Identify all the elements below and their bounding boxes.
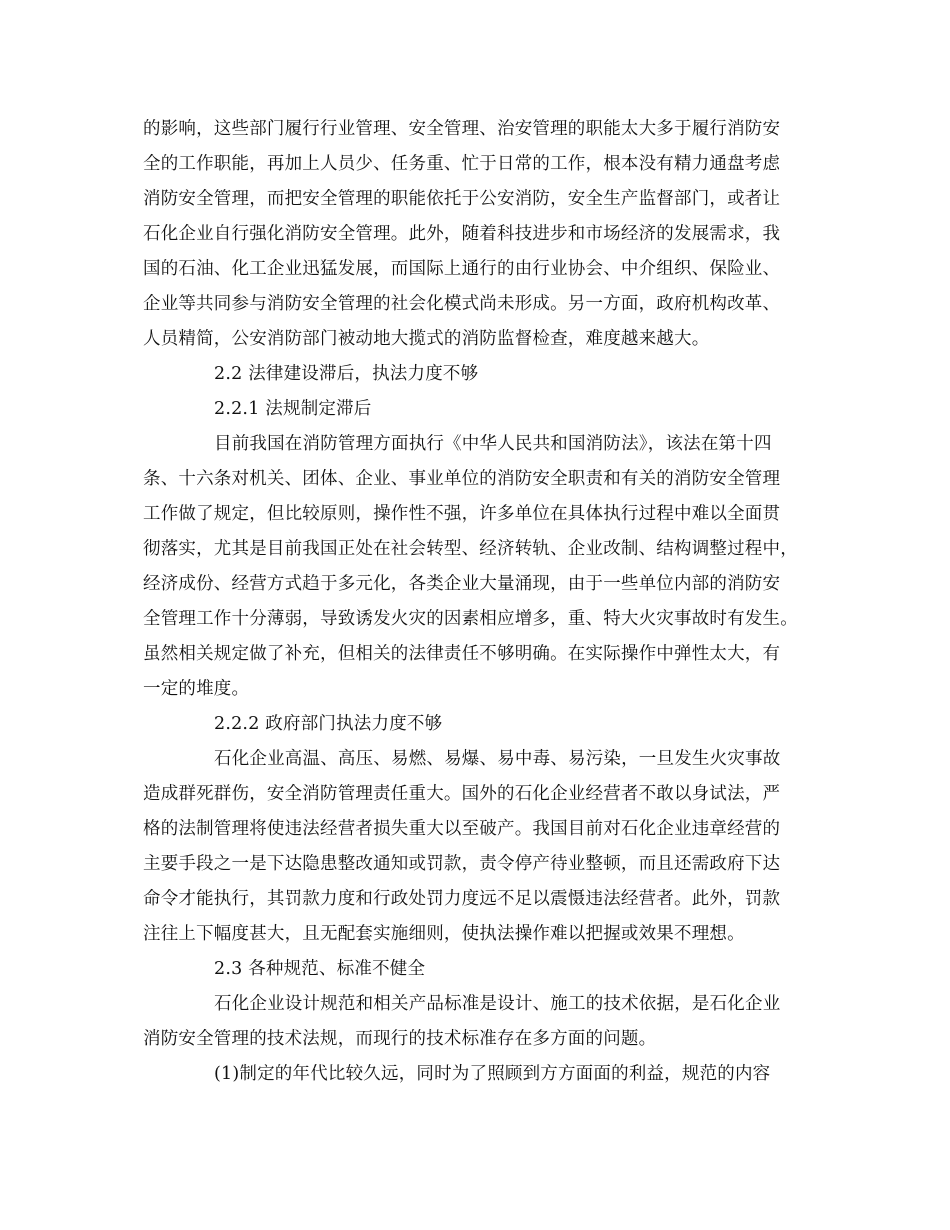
paragraph-line: 条、十六条对机关、团体、企业、事业单位的消防安全职责和有关的消防安全管理 bbox=[143, 469, 781, 489]
paragraph-line: 一定的堆度。 bbox=[143, 679, 250, 699]
paragraph-line: 的影响，这些部门履行行业管理、安全管理、治安管理的职能太大多于履行消防安 bbox=[143, 119, 781, 139]
paragraph-line: 人员精简，公安消防部门被动地大揽式的消防监督检查，难度越来越大。 bbox=[143, 329, 710, 349]
paragraph-line: 目前我国在消防管理方面执行《中华人民共和国消防法》，该法在第十四 bbox=[214, 434, 772, 454]
paragraph-line: 石化企业高温、高压、易燃、易爆、易中毒、易污染，一旦发生火灾事故 bbox=[214, 749, 781, 769]
paragraph-line: 石化企业设计规范和相关产品标准是设计、施工的技术依据，是石化企业 bbox=[214, 994, 781, 1014]
subsection-heading: 2.2.2 政府部门执法力度不够 bbox=[214, 714, 443, 734]
section-heading: 2.3 各种规范、标准不健全 bbox=[214, 959, 426, 979]
paragraph-line: 命令才能执行，其罚款力度和行政处罚力度远不足以震慑违法经营者。此外，罚款 bbox=[143, 889, 781, 909]
paragraph-line: 企业等共同参与消防安全管理的社会化模式尚未形成。另一方面，政府机构改革、 bbox=[143, 294, 781, 314]
paragraph-line: 国的石油、化工企业迅猛发展，而国际上通行的由行业协会、中介组织、保险业、 bbox=[143, 259, 781, 279]
paragraph-line: 注往上下幅度甚大，且无配套实施细则，使执法操作难以把握或效果不理想。 bbox=[143, 924, 745, 944]
paragraph-line: 全管理工作十分薄弱，导致诱发火灾的因素相应增多，重、特大火灾事故时有发生。 bbox=[143, 609, 798, 629]
paragraph-line: 消防安全管理，而把安全管理的职能依托于公安消防，安全生产监督部门，或者让 bbox=[143, 189, 781, 209]
paragraph-line: 工作做了规定，但比较原则，操作性不强，许多单位在具体执行过程中难以全面贯 bbox=[143, 504, 781, 524]
paragraph-line: 经济成份、经营方式趋于多元化，各类企业大量涌现，由于一些单位内部的消防安 bbox=[143, 574, 781, 594]
paragraph-line: 主要手段之一是下达隐患整改通知或罚款，责令停产待业整顿，而且还需政府下达 bbox=[143, 854, 781, 874]
paragraph-line: 石化企业自行强化消防安全管理。此外，随着科技进步和市场经济的发展需求，我 bbox=[143, 224, 781, 244]
paragraph-line: 彻落实，尤其是目前我国正处在社会转型、经济转轨、企业改制、结构调整过程中， bbox=[143, 539, 798, 559]
list-item: (1)制定的年代比较久远，同时为了照顾到方方面面的利益，规范的内容 bbox=[214, 1064, 771, 1084]
section-heading: 2.2 法律建设滞后，执法力度不够 bbox=[214, 364, 479, 384]
paragraph-line: 格的法制管理将使违法经营者损失重大以至破产。我国目前对石化企业违章经营的 bbox=[143, 819, 781, 839]
paragraph-line: 消防安全管理的技术法规，而现行的技术标准存在多方面的问题。 bbox=[143, 1029, 657, 1049]
paragraph-line: 全的工作职能，再加上人员少、任务重、忙于日常的工作，根本没有精力通盘考虑 bbox=[143, 154, 781, 174]
paragraph-line: 造成群死群伤，安全消防管理责任重大。国外的石化企业经营者不敢以身试法，严 bbox=[143, 784, 781, 804]
subsection-heading: 2.2.1 法规制定滞后 bbox=[214, 399, 372, 419]
paragraph-line: 虽然相关规定做了补充，但相关的法律责任不够明确。在实际操作中弹性太大，有 bbox=[143, 644, 781, 664]
